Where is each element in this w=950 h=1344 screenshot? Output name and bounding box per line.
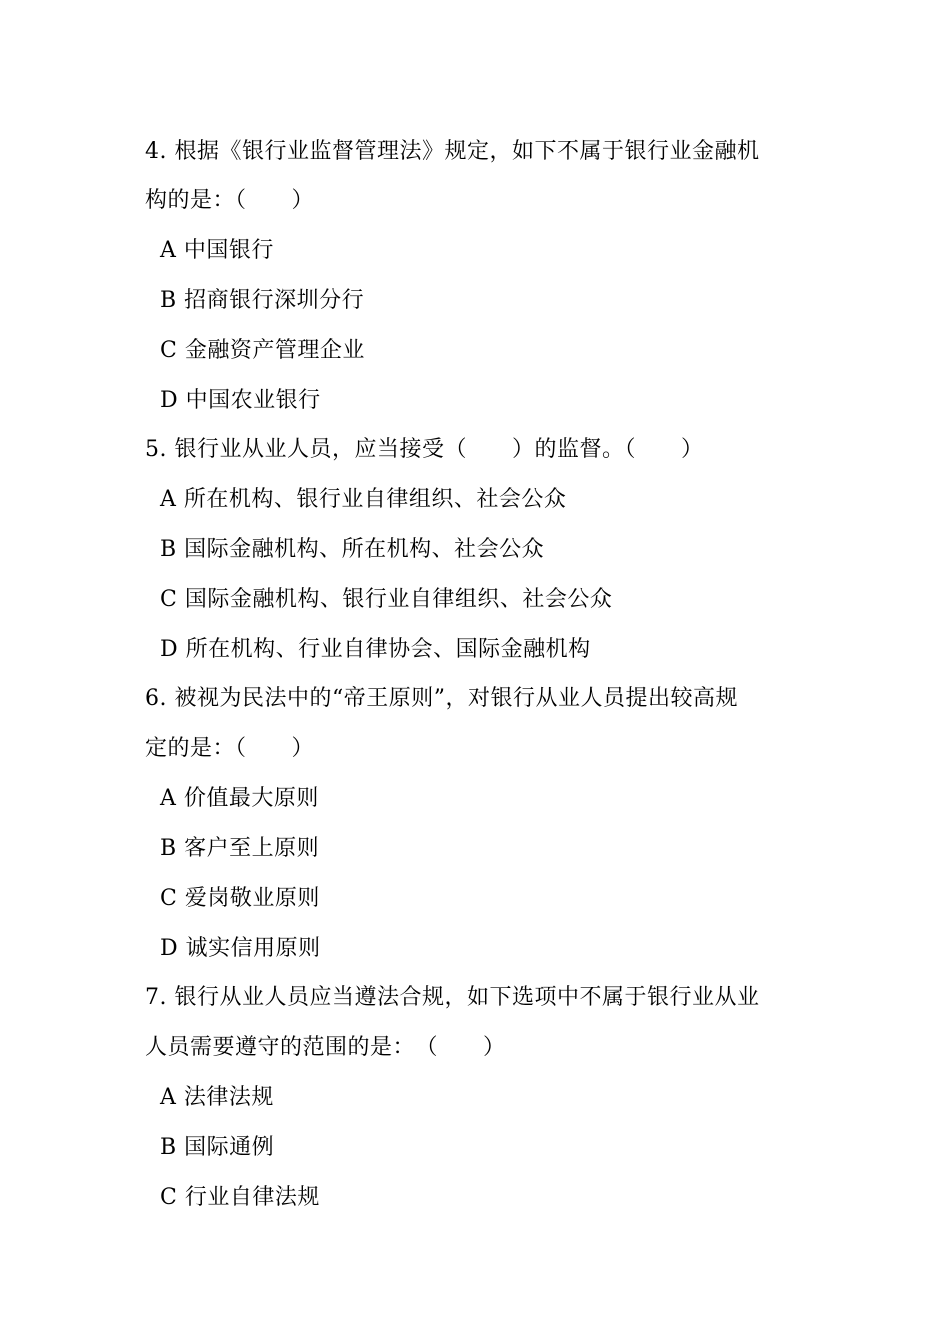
question-6-option-d: D 诚实信用原则: [160, 936, 321, 961]
question-5-option-b: B 国际金融机构、所在机构、社会公众: [160, 537, 545, 562]
question-5-stem-line-1: 5. 银行业从业人员，应当接受（ ）的监督。（ ）: [145, 437, 704, 462]
question-5-option-a: A 所在机构、银行业自律组织、社会公众: [160, 487, 567, 512]
question-6-stem-line-1: 6. 被视为民法中的“帝王原则”，对银行从业人员提出较高规: [145, 686, 738, 711]
question-6-option-b: B 客户至上原则: [160, 836, 320, 861]
question-7-option-c: C 行业自律法规: [160, 1185, 320, 1210]
question-6-option-c: C 爱岗敬业原则: [160, 886, 320, 911]
question-6-stem-line-2: 定的是：（ ）: [145, 736, 315, 761]
question-4-option-b: B 招商银行深圳分行: [160, 288, 365, 313]
question-4-stem-line-2: 构的是：（ ）: [145, 188, 315, 213]
question-4-option-d: D 中国农业银行: [160, 388, 321, 413]
question-5-option-d: D 所在机构、行业自律协会、国际金融机构: [160, 637, 591, 662]
question-4-stem-line-1: 4. 根据《银行业监督管理法》规定，如下不属于银行业金融机: [145, 139, 760, 164]
question-7-option-b: B 国际通例: [160, 1135, 275, 1160]
question-4-option-c: C 金融资产管理企业: [160, 338, 365, 363]
question-7-option-a: A 法律法规: [160, 1085, 274, 1110]
question-7-stem-line-2: 人员需要遵守的范围的是： （ ）: [145, 1035, 506, 1060]
question-4-option-a: A 中国银行: [160, 238, 274, 263]
question-7-stem-line-1: 7. 银行从业人员应当遵法合规，如下选项中不属于银行业从业: [145, 985, 760, 1010]
question-6-option-a: A 价值最大原则: [160, 786, 319, 811]
question-5-option-c: C 国际金融机构、银行业自律组织、社会公众: [160, 587, 613, 612]
